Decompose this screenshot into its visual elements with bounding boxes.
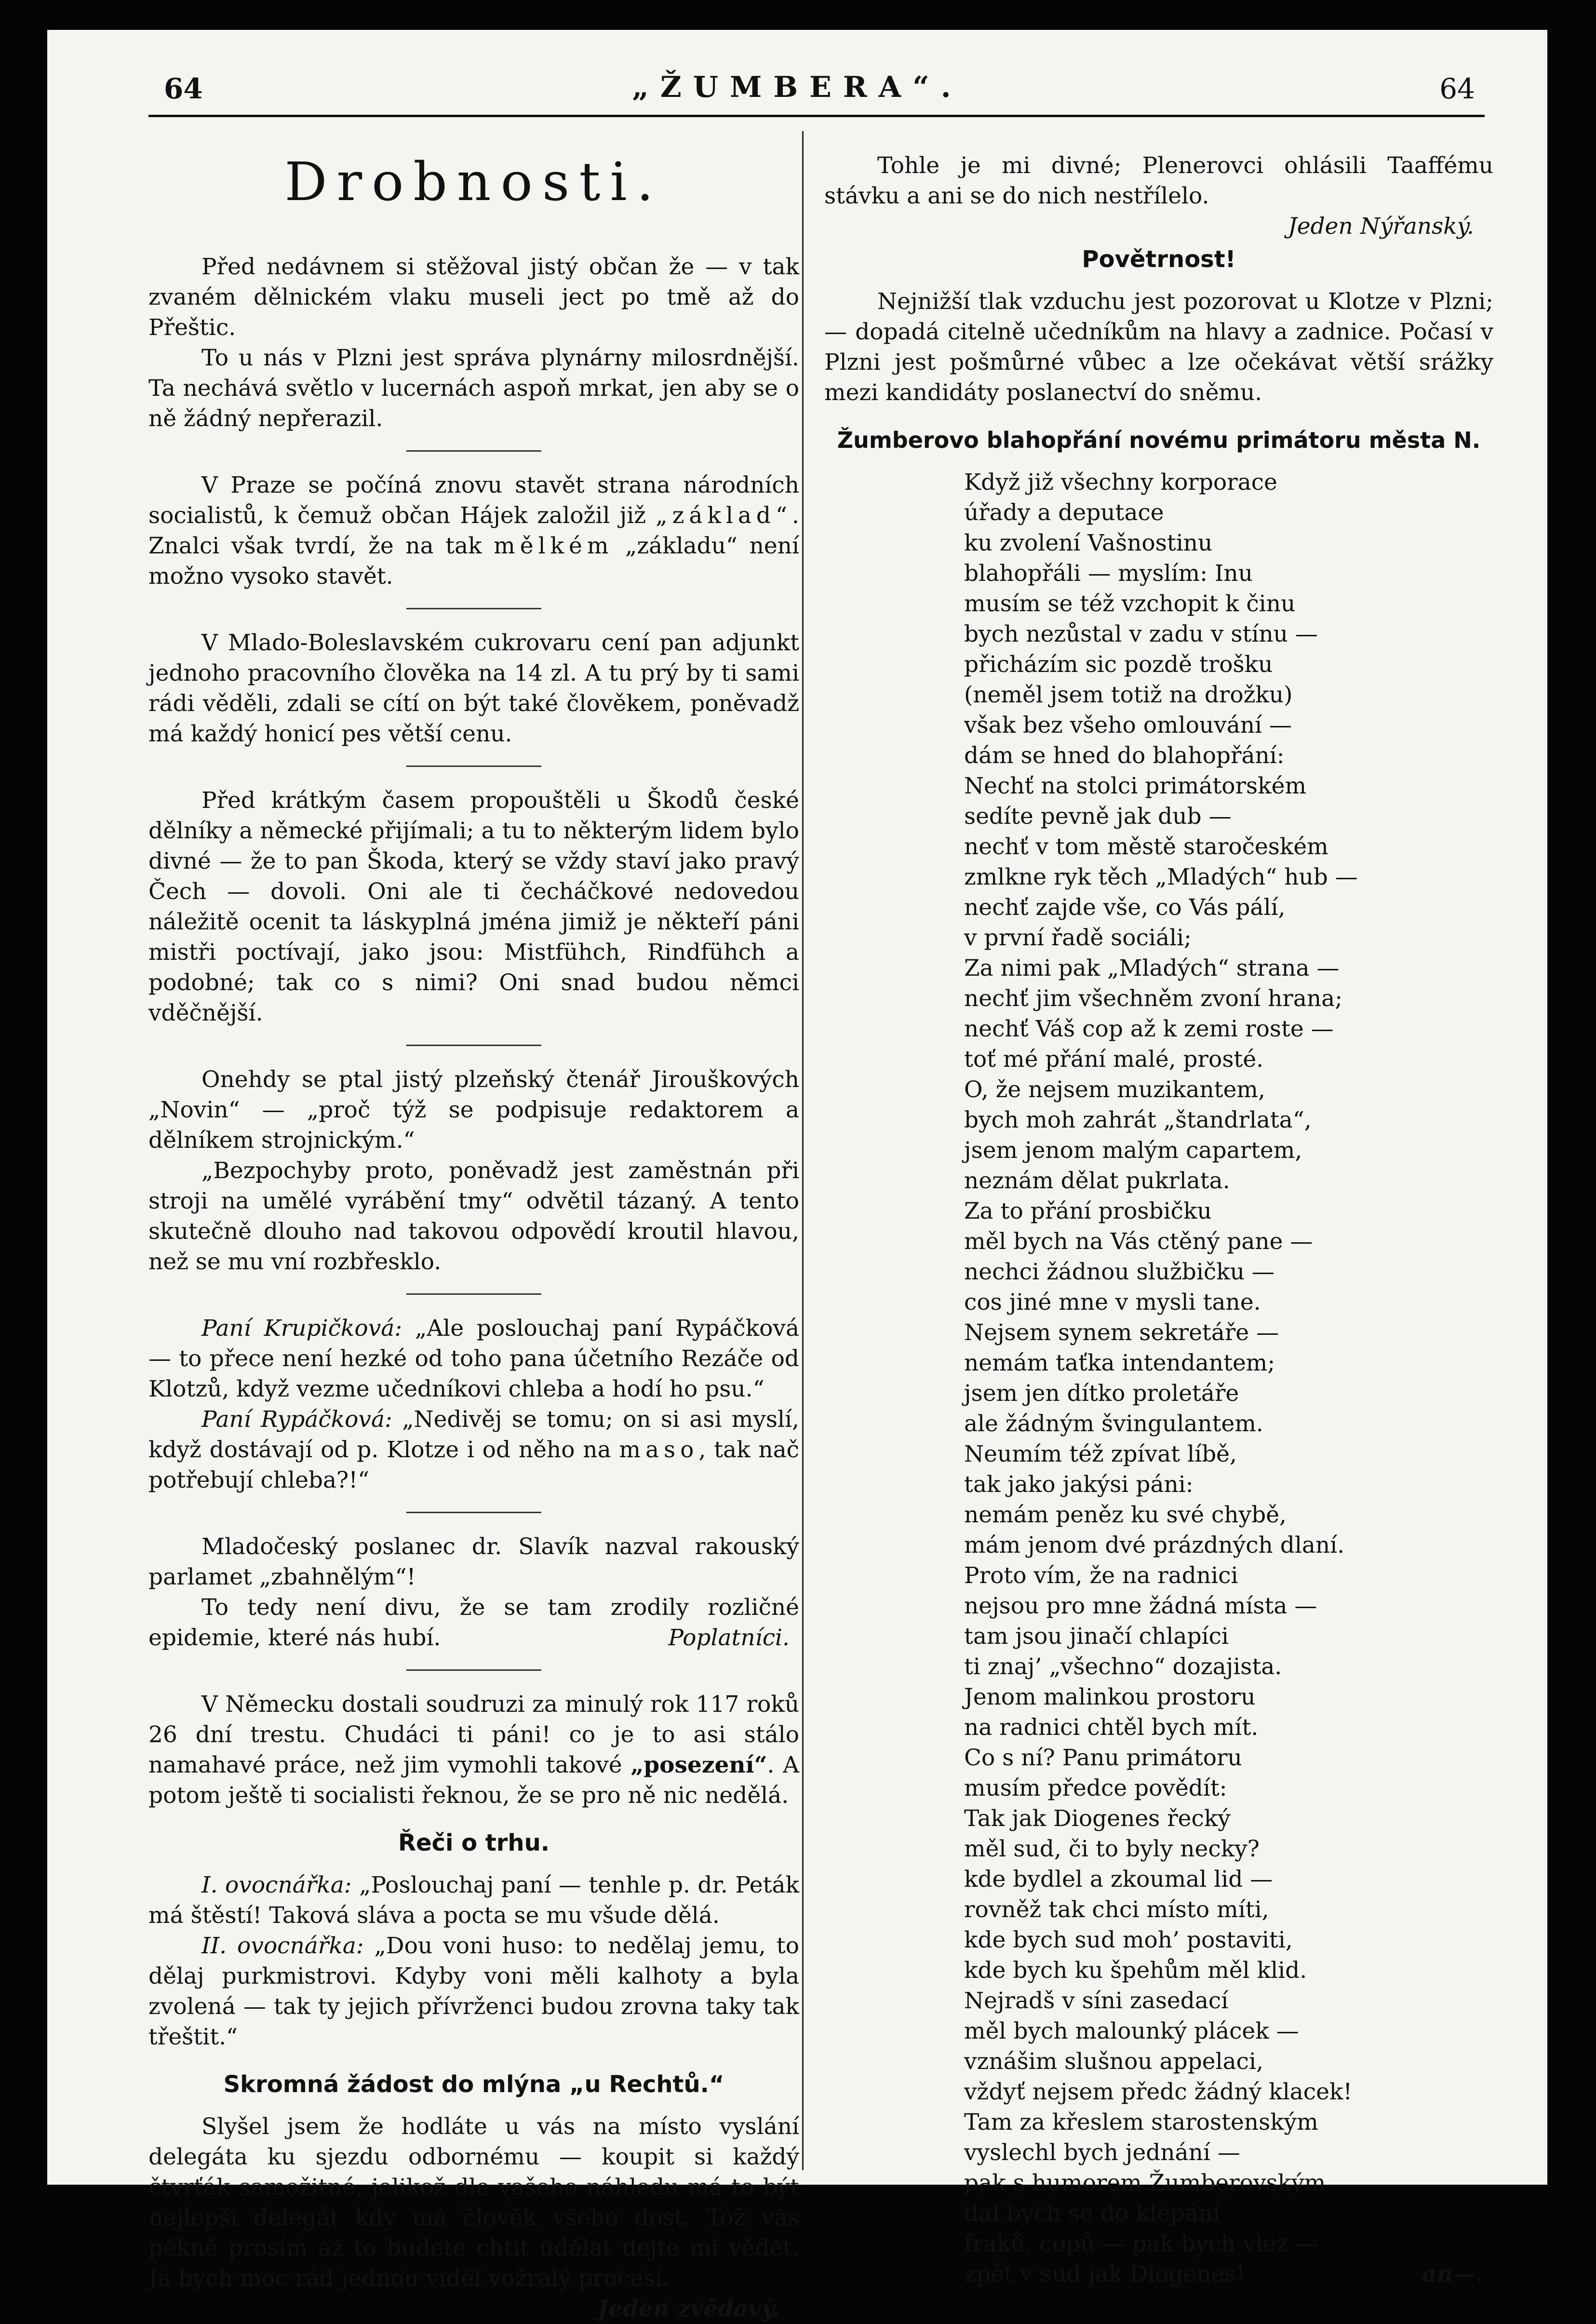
poem-line: blahopřáli — myslím: Inu (964, 560, 1253, 587)
section-heading: Povětrnost! (1082, 246, 1236, 273)
poem-line: Proto vím, že na radnici (964, 1562, 1238, 1589)
left-column (148, 150, 799, 2324)
poem-line: vždyť nejsem předc žádný klacek! (964, 2079, 1353, 2105)
poem-line: Tam za křeslem starostenským (964, 2109, 1318, 2136)
poem-line: sedíte pevně jak dub — (964, 803, 1232, 830)
poem-line: nechť Váš cop až k zemi roste — (964, 1016, 1334, 1042)
poem-line: nejsou pro mne žádná místa — (964, 1593, 1317, 1619)
poem-line: ale žádným švingulantem. (964, 1411, 1263, 1437)
poem-line: vznášim slušnou appelaci, (964, 2048, 1263, 2075)
poem-line: přicházím sic pozdě trošku (964, 651, 1273, 678)
item-paragraph: Před nedávnem si stěžoval jistý občan že — v tak zvaném dělnickém vlaku museli ject po tmě až do Přeštic. (148, 254, 799, 341)
poem-line: ku zvolení Vašnostinu (964, 530, 1213, 556)
poem-line: měl sud, či to byly necky? (964, 1836, 1260, 1862)
item-paragraph: V Německu dostali soudruzi za minulý rok 117 roků 26 dní trestu. Chudáci ti páni! co je to asi stálo namahavé práce, než jim vymohli takové „posezení“. A potom ještě ti socialisti řeknou, že se pro ně nic nedělá. (148, 1691, 799, 1809)
item-paragraph: Onehdy se ptal jistý plzeňský čtenář Jirouškových „Novin“ — „proč týž se podpisuje redaktorem a dělníkem strojnickým.“ (148, 1066, 799, 1154)
item-paragraph: To tedy není divu, že se tam zrodily rozličné epidemie, které nás hubí. Poplatníci. (148, 1592, 799, 1653)
signature: Jeden zvědavý. (597, 2296, 780, 2322)
page-number-right: 64 (1439, 72, 1475, 105)
poem-line: Nejradš v síni zasedací (964, 1988, 1229, 2014)
poem-line: O, že nejsem muzikantem, (964, 1076, 1265, 1103)
item-paragraph: V Praze se počíná znovu stavět strana národních socialistů, k čemuž občan Hájek založil již „základ“. Znalci však tvrdí, že na tak mělkém „základu“ není možno vysoko stavět. (148, 472, 799, 590)
poem-line: nemám taťka intendantem; (964, 1350, 1275, 1376)
dialog-line: I. ovocnářka: „Poslouchaj paní — tenhle p. dr. Peták má štěstí! Taková sláva a pocta se mu všude dělá. (148, 1872, 799, 1929)
separator-rule (406, 1669, 541, 1671)
poem (964, 467, 1493, 2289)
poem-line: jsem jen dítko proletáře (964, 1380, 1239, 1407)
poem-line: bych nezůstal v zadu v stínu — (964, 621, 1318, 647)
section-heading: Skromná žádost do mlýna „u Rechtů.“ (223, 2071, 724, 2098)
signature: an—. (1422, 2261, 1484, 2287)
section-heading: Žumberovo blahopřání novému primátoru města N. (837, 427, 1481, 453)
poem-line: nechť zajde vše, co Vás pálí, (964, 894, 1286, 921)
poem-line: však bez všeho omlouvání — (964, 712, 1292, 739)
poem-line: Za nimi pak „Mladých“ strana — (964, 955, 1340, 981)
poem-line: tam jsou jinačí chlapíci (964, 1623, 1229, 1650)
poem-line: ti znaj’ „všechno“ dozajista. (964, 1653, 1282, 1680)
poem-line: jsem jenom malým capartem, (964, 1137, 1302, 1164)
poem-line: dám se hned do blahopřání: (964, 742, 1285, 769)
poem-line: rovněž tak chci místo míti, (964, 1896, 1269, 1923)
poem-line: bych moh zahrát „štandrlata“, (964, 1107, 1312, 1133)
poem-line: na radnici chtěl bych mít. (964, 1714, 1259, 1741)
dialog-line: Paní Rypáčková: „Nedivěj se tomu; on si asi myslí, když dostávají od p. Klotze i od něho na maso, tak nač potřebují chleba?!“ (148, 1406, 799, 1493)
poem-line: kde bych ku špehům měl klid. (964, 1957, 1307, 1984)
signature: Jeden Nýřanský. (1288, 213, 1474, 240)
separator-rule (406, 1293, 541, 1295)
section-heading: Řeči o trhu. (398, 1829, 550, 1856)
poem-line: zmlkne ryk těch „Mladých“ hub — (964, 864, 1358, 890)
poem-line: vyslechl bych jednání — (964, 2139, 1240, 2166)
poem-line: Jenom malinkou prostoru (964, 1684, 1256, 1710)
header-rule (148, 115, 1485, 117)
poem-line: nemám peněz ku své chybě, (964, 1502, 1287, 1528)
poem-line: musím předce povědít: (964, 1775, 1227, 1801)
poem-line: nechť jim všechněm zvoní hrana; (964, 985, 1343, 1012)
poem-line: úřady a deputace (964, 499, 1164, 526)
item-paragraph: „Bezpochyby proto, poněvadž jest zaměstnán při stroji na umělé vyrábění tmy“ odvětil tázaný. A tento skutečně dlouho nad takovou odpovědí kroutil hlavou, než se mu vní rozbřesklo. (148, 1157, 799, 1275)
poem-line: dal bych se do klepání (964, 2200, 1220, 2227)
separator-rule (406, 450, 541, 452)
poem-line: nechť v tom městě staročeském (964, 833, 1328, 860)
newspaper-page (47, 30, 1547, 2322)
item-paragraph: Mladočeský poslanec dr. Slavík nazval rakouský parlamet „zbahnělým“! (148, 1533, 799, 1590)
poem-line: Nejsem synem sekretáře — (964, 1319, 1279, 1346)
item-paragraph: Slyšel jsem že hodláte u vás na místo vyslání delegáta ku sjezdu odbornému — koupit si každý čtvrťák samožitné, jelikož dle vašeho náhledu má to být nejlepší delegát kdy má člověk všeho dost. Tož vás pěkně prosím až to budete chtít udělat dejte mi vědět. Já bych moc rád jednou viděl vožralý procesí. (148, 2113, 799, 2292)
separator-rule (406, 608, 541, 609)
poem-line: mám jenom dvé prázdných dlaní. (964, 1532, 1345, 1558)
page-number-left: 64 (164, 72, 203, 105)
poem-line: Nechť na stolci primátorském (964, 773, 1307, 799)
poem-line: měl bych na Vás ctěný pane — (964, 1228, 1313, 1255)
journal-title: „ŽUMBERA“. (632, 70, 963, 104)
separator-rule (406, 1512, 541, 1513)
item-paragraph: Tohle je mi divné; Plenerovci ohlásili Taaffému stávku a ani se do nich nestřílelo. (824, 152, 1493, 209)
poem-line: měl bych malounký plácek — (964, 2018, 1299, 2044)
poem-line: (neměl jsem totiž na drožku) (964, 682, 1293, 708)
poem-line: cos jiné mne v mysli tane. (964, 1289, 1261, 1316)
poem-line: tak jako jakýsi páni: (964, 1471, 1194, 1498)
poem-line: kde bydlel a zkoumal lid — (964, 1866, 1273, 1893)
poem-line: toť mé přání malé, prosté. (964, 1046, 1264, 1073)
separator-rule (406, 1045, 541, 1046)
poem-line: v první řadě sociáli; (964, 925, 1192, 951)
poem-line: Neumím též zpívat líbě, (964, 1441, 1237, 1467)
poem-line: Tak jak Diogenes řecký (964, 1805, 1231, 1832)
item-paragraph: V Mlado-Boleslavském cukrovaru cení pan adjunkt jednoho pracovního člověka na 14 zl. A tu prý by ti sami rádi věděli, zdali se cítí on být také člověkem, poněvadž má každý honicí pes větší cenu. (148, 630, 799, 747)
column-divider (802, 131, 804, 2170)
item-paragraph: Nejnižší tlak vzduchu jest pozorovat u Klotze v Plzni; — dopadá citelně učedníkům na hlavy a zadnice. Počasí v Plzni jest pošmůrné vůbec a lze očekávat větší srážky mezi kandidáty poslanectví do sněmu. (824, 288, 1493, 406)
poem-line: pak s humorem Žumberovským (964, 2170, 1326, 2196)
poem-line: fraků, copů — pak bych vlez — (964, 2230, 1318, 2257)
poem-line: zpět v sud jak Diogenes! (964, 2261, 1246, 2287)
section-title: Drobnosti. (284, 151, 663, 213)
item-paragraph: Před krátkým časem propouštěli u Škodů české dělníky a německé přijímali; a tu to některým lidem bylo divné — že to pan Škoda, který se vždy staví jako pravý Čech — dovoli. Oni ale ti čecháčkové nedovedou náležitě ocenit ta láskyplná jména jimiž je někteří páni mistři poctívají, jako jsou: Mistfühch, Rindfühch a podobné; tak co s nimi? Oni snad budou němci vděčnější. (148, 787, 799, 1026)
page-header (47, 30, 1547, 126)
right-column (824, 150, 1493, 2289)
poem-line: musím se též vzchopit k činu (964, 591, 1296, 617)
dialog-line: Paní Krupičková: „Ale poslouchaj paní Rypáčková — to přece není hezké od toho pana účetního Rezáče od Klotzů, když vezme učedníkovi chleba a hodí ho psu.“ (148, 1315, 799, 1402)
poem-line: kde bych sud moh’ postaviti, (964, 1927, 1293, 1953)
separator-rule (406, 766, 541, 767)
signature: Poplatníci. (668, 1625, 790, 1651)
item-paragraph: To u nás v Plzni jest správa plynárny milosrdnější. Ta nechává světlo v lucernách aspoň mrkat, jen aby se o ně žádný nepřerazil. (148, 345, 799, 432)
dialog-line: II. ovocnářka: „Dou voni huso: to nedělaj jemu, to dělaj purkmistrovi. Kdyby voni měli kalhoty a byla zvolená — tak ty jejich přívrženci budou zrovna taky tak třeštit.“ (148, 1933, 799, 2050)
poem-line: Když již všechny korporace (964, 469, 1277, 496)
poem-line: Za to přání prosbičku (964, 1198, 1212, 1224)
poem-line: nechci žádnou službičku — (964, 1259, 1274, 1285)
poem-line: neznám dělat pukrlata. (964, 1168, 1230, 1194)
poem-line: Co s ní? Panu primátoru (964, 1745, 1242, 1771)
